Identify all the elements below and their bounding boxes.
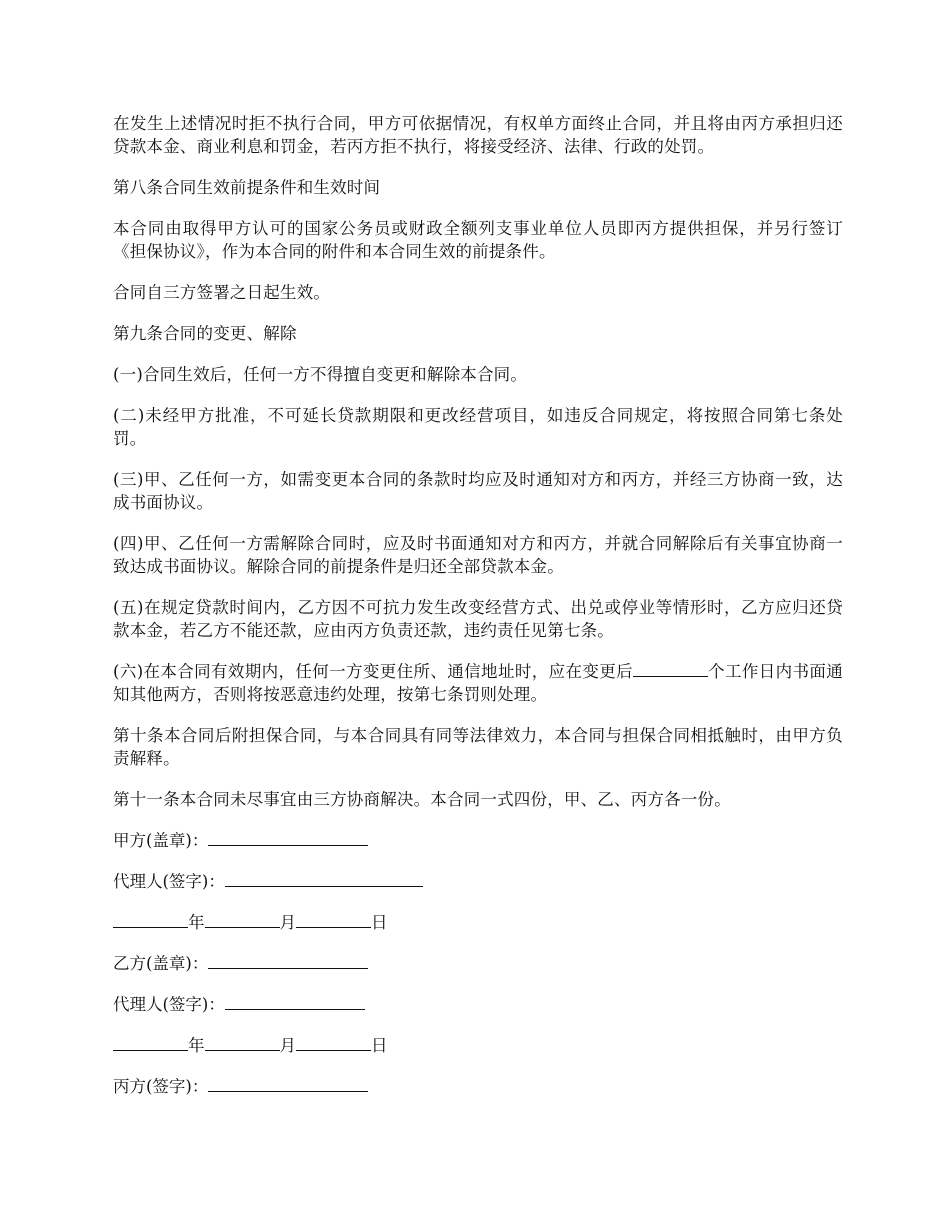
party-a-seal-line [113, 829, 843, 852]
date-line-1 [113, 911, 843, 934]
clause-9-1: (一)合同生效后，任何一方不得擅自变更和解除本合同。 [113, 365, 528, 384]
agent-2-label: 代理人(签字)： [113, 995, 225, 1014]
party-a-label: 甲方(盖章)： [113, 831, 209, 850]
month-label-1: 月 [279, 913, 296, 932]
heading-article-9: 第九条合同的变更、解除 [113, 324, 297, 343]
clause-9-3: (三)甲、乙任何一方，如需变更本合同的条款时均应及时通知对方和丙方，并经三方协商一致，达成书面协议。 [113, 470, 843, 512]
year-field-2[interactable] [113, 1034, 188, 1051]
month-label-2: 月 [279, 1036, 296, 1055]
clause-9-4: (四)甲、乙任何一方需解除合同时，应及时书面通知对方和丙方，并就合同解除后有关事宜协商一致达成书面协议。解除合同的前提条件是归还全部贷款本金。 [113, 534, 843, 576]
party-b-seal-line [113, 952, 843, 975]
year-field-1[interactable] [113, 911, 188, 928]
day-field-1[interactable] [296, 911, 371, 928]
paragraph-effective-date: 合同自三方签署之日起生效。 [113, 283, 331, 302]
party-c-signature-line [113, 1075, 843, 1098]
date-line-2 [113, 1034, 843, 1057]
party-b-seal-field[interactable] [208, 952, 368, 969]
clause-9-5: (五)在规定贷款时间内，乙方因不可抗力发生改变经营方式、出兑或停业等情形时，乙方应归还贷款本金，若乙方不能还款，应由丙方负责还款，违约责任见第七条。 [113, 598, 843, 640]
year-label-1: 年 [188, 913, 205, 932]
days-blank-field[interactable] [633, 660, 708, 677]
agent-1-signature-field[interactable] [225, 870, 423, 887]
contract-page [113, 112, 843, 1116]
month-field-1[interactable] [205, 911, 280, 928]
agent-1-label: 代理人(签字)： [113, 872, 225, 891]
paragraph-guarantee: 本合同由取得甲方认可的国家公务员或财政全额列支事业单位人员即丙方提供担保，并另行签订《担保协议》，作为本合同的附件和本合同生效的前提条件。 [113, 219, 843, 261]
heading-article-8: 第八条合同生效前提条件和生效时间 [113, 178, 381, 197]
clause-9-6-after: 个工作日内书面通知其他两方，否则将按恶意违约处理，按第七条罚则处理。 [113, 662, 843, 704]
party-c-label: 丙方(签字)： [113, 1077, 209, 1096]
day-field-2[interactable] [296, 1034, 371, 1051]
clause-9-6 [113, 660, 843, 706]
article-10: 第十条本合同后附担保合同，与本合同具有同等法律效力，本合同与担保合同相抵触时，由甲方负责解释。 [113, 726, 843, 768]
month-field-2[interactable] [205, 1034, 280, 1051]
agent-2-signature-field[interactable] [225, 993, 365, 1010]
article-11: 第十一条本合同未尽事宜由三方协商解决。本合同一式四份，甲、乙、丙方各一份。 [113, 790, 731, 809]
party-c-signature-field[interactable] [208, 1075, 368, 1092]
party-a-seal-field[interactable] [208, 829, 368, 846]
year-label-2: 年 [188, 1036, 205, 1055]
day-label-1: 日 [371, 913, 388, 932]
day-label-2: 日 [371, 1036, 388, 1055]
paragraph-refusal-termination: 在发生上述情况时拒不执行合同，甲方可依据情况，有权单方面终止合同，并且将由丙方承担归还贷款本金、商业利息和罚金，若丙方拒不执行，将接受经济、法律、行政的处罚。 [113, 114, 843, 156]
clause-9-2: (二)未经甲方批准，不可延长贷款期限和更改经营项目，如违反合同规定，将按照合同第七条处罚。 [113, 406, 843, 448]
agent-1-signature-line [113, 870, 843, 893]
party-b-label: 乙方(盖章)： [113, 954, 209, 973]
agent-2-signature-line [113, 993, 843, 1016]
clause-9-6-before: (六)在本合同有效期内，任何一方变更住所、通信地址时，应在变更后 [113, 662, 633, 681]
